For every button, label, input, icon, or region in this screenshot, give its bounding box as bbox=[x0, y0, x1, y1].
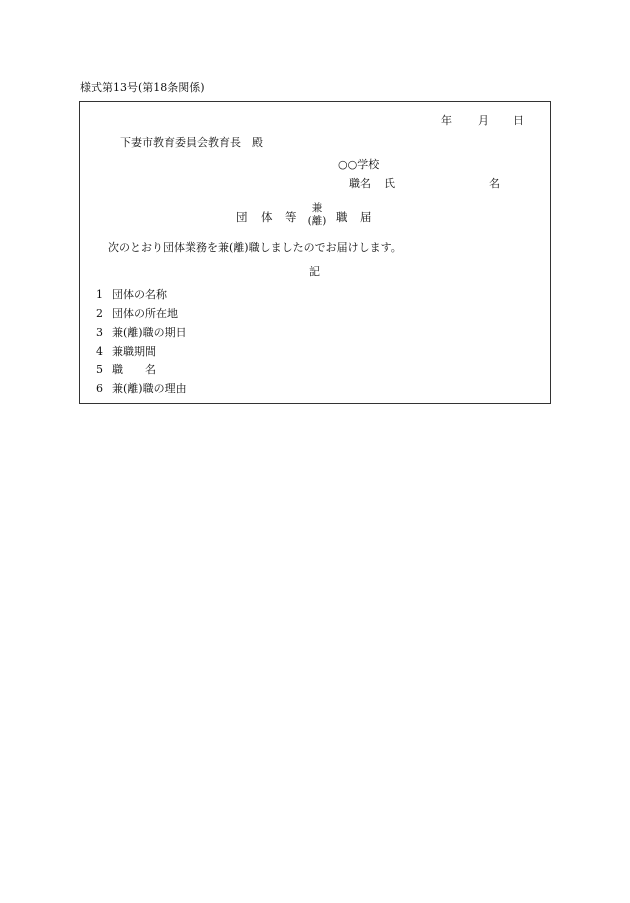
item-number: 1 bbox=[96, 288, 103, 301]
list-item bbox=[96, 327, 187, 338]
form-number-label: 様式第13号(第18条関係) bbox=[80, 81, 205, 94]
intro-text: 次のとおり団体業務を兼(離)職しましたのでお届けします。 bbox=[108, 241, 402, 254]
title-char-todoke: 届 bbox=[360, 210, 372, 224]
signature-mei-label: 名 bbox=[489, 177, 500, 190]
title-ken-ri-stack bbox=[307, 202, 327, 227]
item-number: 4 bbox=[96, 345, 103, 358]
list-item bbox=[96, 308, 178, 319]
list-item bbox=[96, 346, 156, 357]
title-char-shoku: 職 bbox=[336, 210, 348, 224]
item-label: 職 名 bbox=[112, 363, 156, 376]
item-label: 兼(離)職の期日 bbox=[112, 326, 187, 339]
item-label: 団体の名称 bbox=[112, 288, 167, 301]
signature-shi-label: 氏 bbox=[384, 177, 395, 190]
item-number: 3 bbox=[96, 326, 103, 339]
list-item bbox=[96, 383, 187, 394]
signature-title-label: 職名 bbox=[349, 177, 371, 190]
item-label: 団体の所在地 bbox=[112, 307, 178, 320]
list-item bbox=[96, 364, 156, 375]
list-item bbox=[96, 289, 167, 300]
item-number: 2 bbox=[96, 307, 103, 320]
title-char-tou: 等 bbox=[285, 210, 297, 224]
item-label: 兼(離)職の理由 bbox=[112, 382, 187, 395]
school-name: ○○学校 bbox=[338, 158, 380, 171]
date-day-label: 日 bbox=[513, 114, 524, 127]
item-number: 6 bbox=[96, 382, 103, 395]
title-char-ken: 兼 bbox=[311, 202, 323, 214]
item-number: 5 bbox=[96, 363, 103, 376]
item-label: 兼職期間 bbox=[112, 345, 156, 358]
title-char-dan: 団 bbox=[236, 210, 248, 224]
date-year-label: 年 bbox=[441, 114, 452, 127]
ki-heading: 記 bbox=[309, 265, 320, 278]
title-char-tai: 体 bbox=[261, 210, 273, 224]
date-month-label: 月 bbox=[478, 114, 489, 127]
title-char-ri: (離) bbox=[307, 214, 327, 227]
addressee: 下妻市教育委員会教育長 殿 bbox=[120, 136, 263, 149]
